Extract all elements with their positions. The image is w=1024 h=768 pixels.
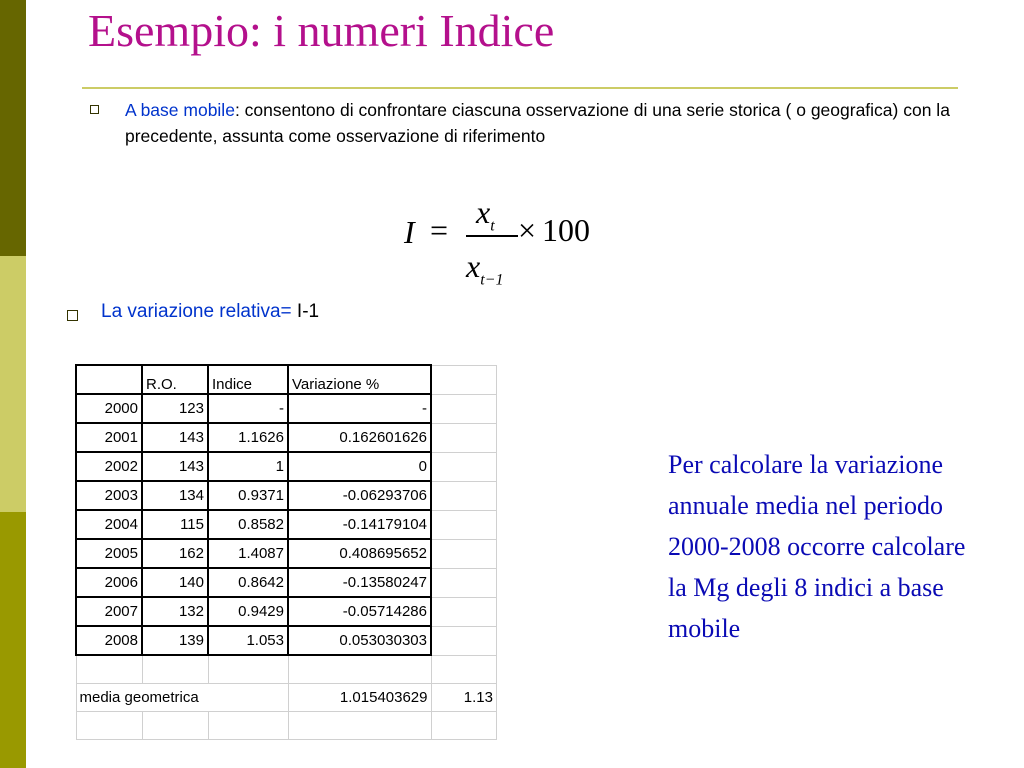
table-cell [208, 655, 288, 684]
side-bar-bottom [0, 512, 26, 768]
table-cell: 132 [142, 597, 208, 626]
table-cell [431, 394, 497, 423]
table-cell: 1.4087 [208, 539, 288, 568]
table-cell [76, 712, 142, 740]
table-cell [431, 423, 497, 452]
table-cell: - [208, 394, 288, 423]
table-row [76, 481, 497, 510]
table-cell: 1.1626 [208, 423, 288, 452]
table-row [76, 394, 497, 423]
table-header-cell: Variazione % [288, 365, 431, 394]
table-row [76, 597, 497, 626]
table-cell: 139 [142, 626, 208, 655]
table-cell: 2000 [76, 394, 142, 423]
table-cell: - [288, 394, 431, 423]
table-cell: 0.9371 [208, 481, 288, 510]
table-cell [431, 539, 497, 568]
table-row [76, 655, 497, 684]
table-header-cell [76, 365, 142, 394]
table-cell: 2007 [76, 597, 142, 626]
table-cell: 0.053030303 [288, 626, 431, 655]
table-cell: 0.8582 [208, 510, 288, 539]
table-row [76, 712, 497, 740]
table-cell: -0.13580247 [288, 568, 431, 597]
square-bullet-icon [90, 105, 99, 114]
table-row-geometric-mean [76, 684, 497, 712]
title-underline [82, 87, 958, 89]
table-cell: -0.14179104 [288, 510, 431, 539]
table-cell [431, 626, 497, 655]
bullet-text-base-mobile [125, 97, 1020, 149]
table-cell [431, 655, 497, 684]
table-cell: 140 [142, 568, 208, 597]
table-cell: 143 [142, 452, 208, 481]
table-header-cell: R.O. [142, 365, 208, 394]
formula-numerator: $x_t$ [476, 194, 495, 235]
table-cell: 0.8642 [208, 568, 288, 597]
table-cell: 2001 [76, 423, 142, 452]
table-header-row [76, 365, 497, 394]
table-cell: 115 [142, 510, 208, 539]
table-cell: 0 [288, 452, 431, 481]
table-row [76, 568, 497, 597]
bullet-body: I-1 [291, 301, 320, 322]
table-cell [76, 655, 142, 684]
square-bullet-icon [67, 310, 78, 321]
table-cell: 2002 [76, 452, 142, 481]
table-cell: 143 [142, 423, 208, 452]
table-cell [288, 712, 431, 740]
table-cell: 2008 [76, 626, 142, 655]
table-row [76, 423, 497, 452]
table-cell: 0.9429 [208, 597, 288, 626]
formula-equals: = [430, 212, 449, 248]
formula-denominator: $x_{t-1}$ [466, 248, 504, 289]
table-cell: 2006 [76, 568, 142, 597]
table-cell [431, 568, 497, 597]
table-cell [431, 510, 497, 539]
slide-title: Esempio: i numeri Indice [88, 5, 555, 56]
geometric-mean-label: media geometrica [76, 684, 288, 712]
table-cell: 162 [142, 539, 208, 568]
table-row [76, 452, 497, 481]
table-cell: 123 [142, 394, 208, 423]
geometric-mean-percent: 1.13 [431, 684, 497, 712]
table-cell: 0.162601626 [288, 423, 431, 452]
side-note: Per calcolare la variazione annuale media nel periodo 2000-2008 occorre calcolare la Mg degli 8 indici a base mobile [668, 450, 966, 643]
table-cell: 2003 [76, 481, 142, 510]
fraction-bar [466, 235, 518, 237]
formula-factor: 100 [542, 212, 590, 248]
table-cell [142, 655, 208, 684]
table-cell: 2005 [76, 539, 142, 568]
table-cell [431, 712, 497, 740]
table-header-cell [431, 365, 497, 394]
table-row [76, 626, 497, 655]
index-formula [400, 190, 620, 295]
table-cell [208, 712, 288, 740]
table-cell [288, 655, 431, 684]
table-cell: 0.408695652 [288, 539, 431, 568]
bullet-body: : consentono di confrontare ciascuna osservazione di una serie storica ( o geografica) con la precedente, assunta come osservazione di riferimento [125, 100, 950, 146]
table-row [76, 510, 497, 539]
table-cell: 134 [142, 481, 208, 510]
table-cell [431, 481, 497, 510]
bullet-highlight: A base mobile [125, 100, 235, 120]
side-bar-middle [0, 256, 26, 512]
table-header-cell: Indice [208, 365, 288, 394]
table-row [76, 539, 497, 568]
table-cell [431, 452, 497, 481]
formula-times: × [518, 212, 537, 248]
formula-lhs: I [404, 214, 415, 250]
table-cell: -0.05714286 [288, 597, 431, 626]
table-cell [431, 597, 497, 626]
bullet-highlight: La variazione relativa= [101, 301, 292, 322]
geometric-mean-value: 1.015403629 [288, 684, 431, 712]
table-cell: -0.06293706 [288, 481, 431, 510]
table-cell: 1.053 [208, 626, 288, 655]
table-cell [142, 712, 208, 740]
table-cell: 1 [208, 452, 288, 481]
bullet-text-variazione [101, 301, 319, 323]
index-table [75, 364, 497, 740]
table-cell: 2004 [76, 510, 142, 539]
side-bar-top [0, 0, 26, 256]
